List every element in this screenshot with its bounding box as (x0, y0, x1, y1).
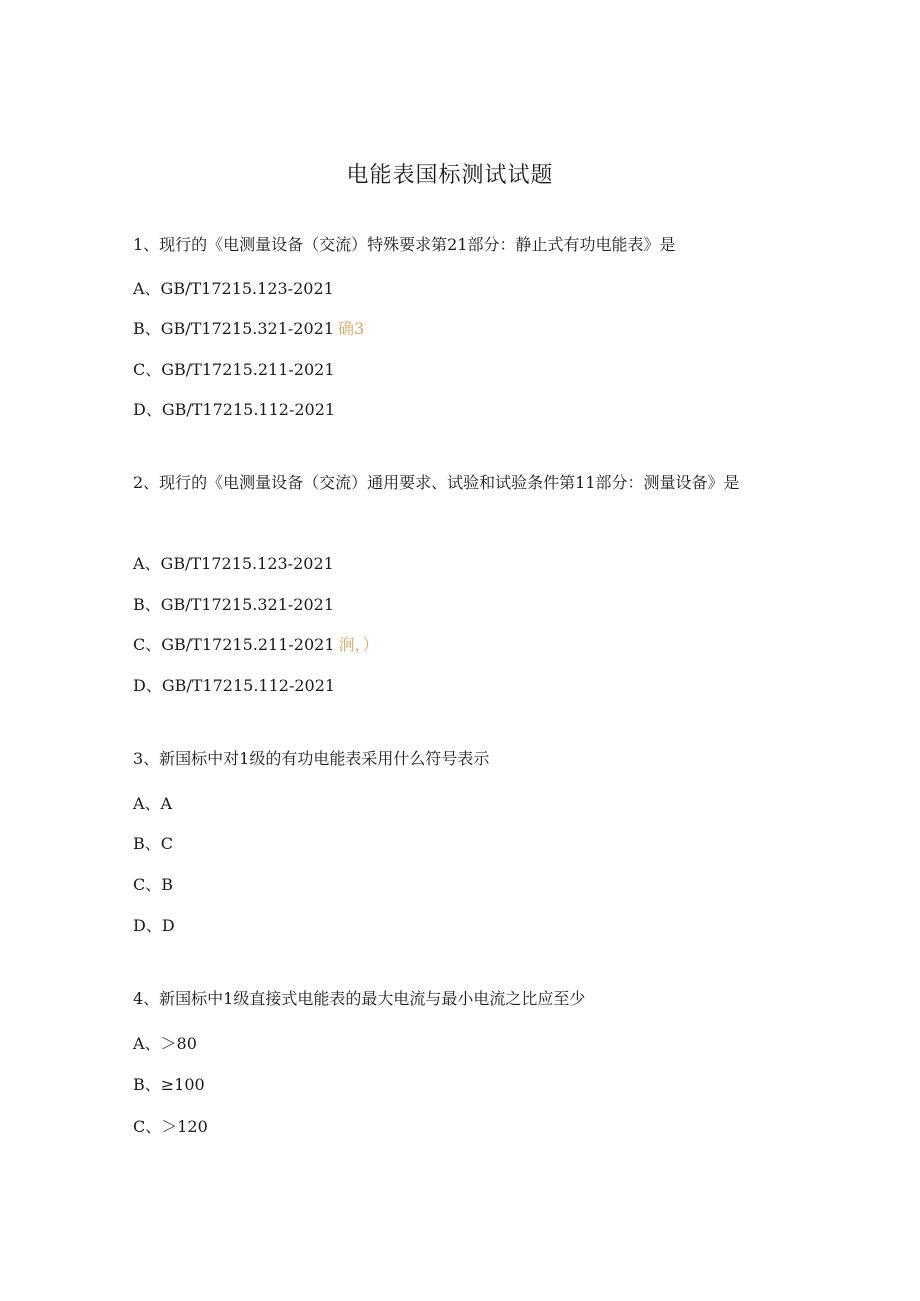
question-3-option-b: B、C (133, 834, 174, 853)
question-2-option-a: A、GB/T17215.123-2021 (133, 554, 334, 573)
question-2-option-d: D、GB/T17215.112-2021 (133, 676, 336, 695)
question-2-stem: 2、现行的《电测量设备（交流）通用要求、试验和试验条件第11部分：测量设备》是 (133, 473, 740, 492)
page-title: 电能表国标测试试题 (346, 163, 554, 188)
question-2-option-b: B、GB/T17215.321-2021 (133, 595, 335, 614)
question-4-stem: 4、新国标中1级直接式电能表的最大电流与最小电流之比应至少 (133, 989, 586, 1008)
question-4-option-c: C、＞120 (133, 1117, 208, 1136)
question-4-option-a: A、＞80 (133, 1034, 197, 1053)
question-2-option-c: C、GB/T17215.211-2021 涧，） (133, 635, 379, 654)
handwritten-note: 涧，） (338, 635, 379, 654)
question-1-stem: 1、现行的《电测量设备（交流）特殊要求第21部分：静止式有功电能表》是 (133, 235, 676, 254)
question-1-option-c: C、GB/T17215.211-2021 (133, 360, 335, 379)
question-4-option-b: B、≥100 (133, 1075, 205, 1094)
question-1-option-b: B、GB/T17215.321-2021 确3 (133, 319, 365, 338)
question-3-stem: 3、新国标中对1级的有功电能表采用什么符号表示 (133, 749, 490, 768)
question-3-option-d: D、D (133, 916, 175, 935)
handwritten-note: 确3 (338, 319, 365, 338)
question-1-option-d: D、GB/T17215.112-2021 (133, 400, 336, 419)
question-1-option-a: A、GB/T17215.123-2021 (133, 279, 334, 298)
question-3-option-a: A、A (133, 794, 173, 813)
question-3-option-c: C、B (133, 875, 174, 894)
